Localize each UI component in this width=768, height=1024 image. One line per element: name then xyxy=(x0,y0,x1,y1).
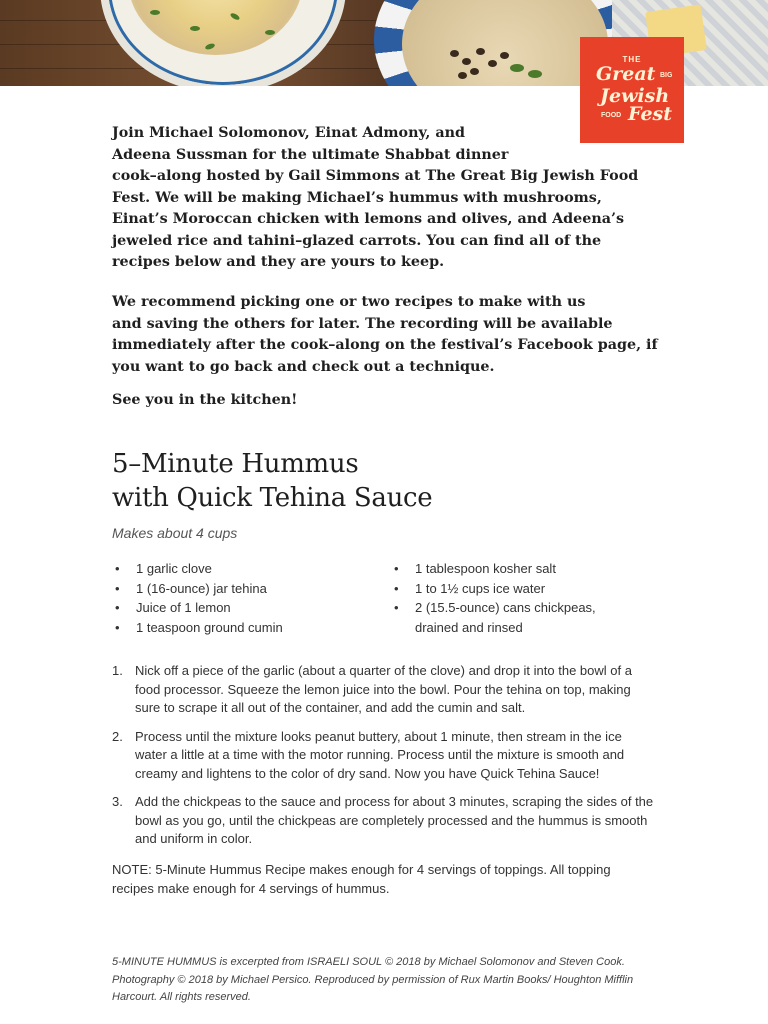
step-number: 3. xyxy=(112,794,123,809)
instruction-step xyxy=(112,728,656,784)
ingredient-item: • Juice of 1 lemon xyxy=(113,598,373,618)
step-number: 1. xyxy=(112,663,123,678)
instruction-step xyxy=(112,793,656,849)
closing-line: See you in the kitchen! xyxy=(112,392,298,408)
logo-jewish: Jewish xyxy=(600,85,670,107)
step-number: 2. xyxy=(112,728,123,744)
intro-line: recipes below and they are yours to keep. xyxy=(112,254,445,270)
recommendation-paragraph xyxy=(112,292,672,378)
recommendation-line: you want to go back and check out a technique. xyxy=(112,358,495,375)
great-big-jewish-food-fest-logo xyxy=(580,37,684,143)
recipe-title-line: with Quick Tehina Sauce xyxy=(112,483,433,513)
intro-line: Adeena Sussman for the ultimate Shabbat dinner xyxy=(112,146,509,163)
intro-line: jeweled rice and tahini–glazed carrots. You can find all of the xyxy=(112,232,602,249)
intro-line: Fest. We will be making Michael’s hummus with mushrooms, xyxy=(112,189,602,206)
logo-great: Great xyxy=(596,63,656,85)
recipe-title xyxy=(112,447,432,515)
step-text: Process until the mixture looks peanut buttery, about 1 minute, then stream in the ice water a little at a time with the motor running. Process until the mixture is smooth and creamy and lightens to the color of dry sand. Now you have Quick Tehina Sauce! xyxy=(135,728,625,781)
recipe-yield: Makes about 4 cups xyxy=(112,525,238,541)
instruction-step xyxy=(112,662,656,718)
ingredient-item: • 1 tablespoon kosher salt xyxy=(392,559,652,579)
ingredient-item: • 1 to 1½ cups ice water xyxy=(392,579,652,599)
recommendation-line: immediately after the cook–along on the festival’s Facebook page, if xyxy=(112,337,658,353)
logo-the: THE xyxy=(622,55,642,64)
ingredients-list-right xyxy=(392,559,652,638)
ingredient-item: • 1 (16-ounce) jar tehina xyxy=(113,579,373,599)
intro-paragraph xyxy=(112,123,672,274)
logo-food: FOOD xyxy=(601,112,622,119)
ingredient-item: • 2 (15.5-ounce) cans chickpeas, drained and rinsed xyxy=(392,598,652,637)
intro-line: cook–along hosted by Gail Simmons at The Great Big Jewish Food xyxy=(112,168,639,184)
step-text: Add the chickpeas to the sauce and process for about 3 minutes, scraping the sides of the bowl as you go, until the chickpeas are completely processed and the hummus is smooth and uniform in color. xyxy=(135,794,654,846)
ingredient-item: • 1 garlic clove xyxy=(113,559,373,579)
intro-line: Einat’s Moroccan chicken with lemons and olives, and Adeena’s xyxy=(112,211,625,227)
step-text: Nick off a piece of the garlic (about a quarter of the clove) and drop it into the bowl of a food processor. Squeeze the lemon juice into the bowl. Pour the tehina on top, making sure to scrape it all out of the container, and add the cumin and salt. xyxy=(135,663,632,715)
recipe-note: NOTE: 5-Minute Hummus Recipe makes enough for 4 servings of toppings. All topping recipes make enough for 4 servings of hummus. xyxy=(112,862,611,896)
recommendation-line: and saving the others for later. The recording will be available xyxy=(112,315,613,332)
ingredients-list-left xyxy=(113,559,373,638)
instructions-list xyxy=(112,662,656,859)
ingredient-item: • 1 teaspoon ground cumin xyxy=(113,618,373,638)
mushroom-dish xyxy=(402,0,608,86)
copyright-credit: 5-MINUTE HUMMUS is excerpted from ISRAELI SOUL © 2018 by Michael Solomonov and Steven Cook. Photography © 2018 by Michael Persico. Reproduced by permission of Rux Martin Books/ Houghton Mifflin Harcourt. All rights reserved. xyxy=(112,956,634,1003)
recommendation-line: We recommend picking one or two recipes to make with us xyxy=(112,294,586,310)
logo-fest: Fest xyxy=(628,103,673,125)
intro-line: Join Michael Solomonov, Einat Admony, and xyxy=(112,125,466,141)
recipe-title-line: 5–Minute Hummus xyxy=(112,449,359,479)
logo-big: BIG xyxy=(660,72,673,79)
